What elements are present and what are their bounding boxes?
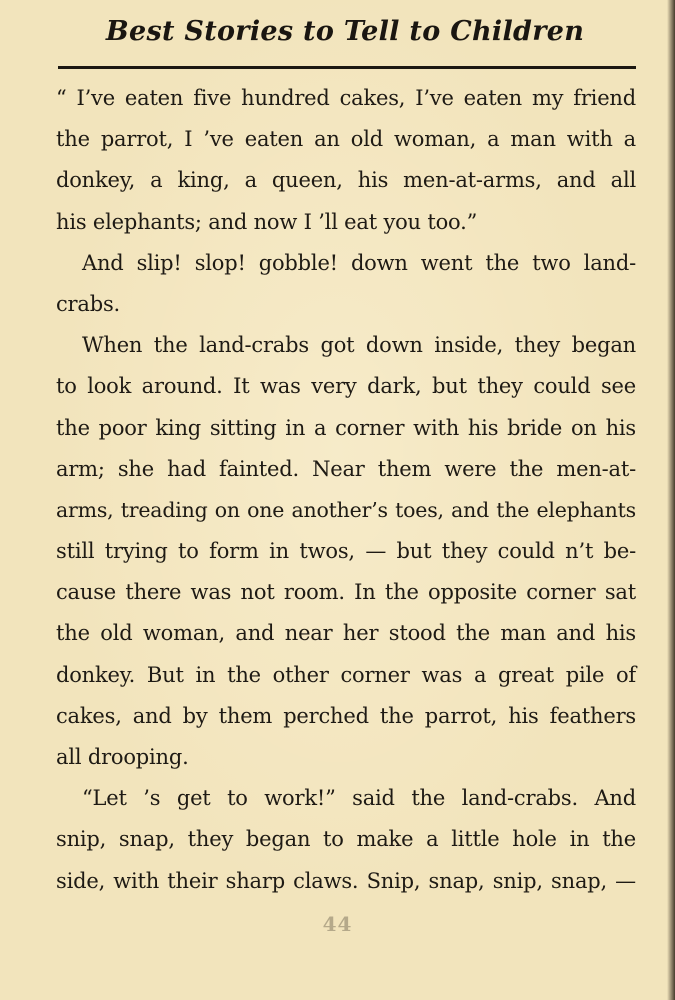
text-line: to look around. It was very dark, but they could see	[56, 374, 636, 399]
page-edge-shadow	[667, 0, 675, 1000]
text-line: arms, treading on one another’s toes, and the elephants	[56, 497, 636, 522]
header-rule	[58, 66, 636, 69]
text-line: “Let ’s get to work!” said the land-crabs. And	[82, 786, 636, 811]
text-line: When the land-crabs got down inside, they began	[82, 333, 636, 358]
text-line: arm; she had fainted. Near them were the men-at-	[56, 456, 636, 481]
text-line: side, with their sharp claws. Snip, snap, snip, snap, —	[56, 868, 636, 893]
text-line: donkey, a king, a queen, his men-at-arms, and all	[56, 168, 636, 193]
text-line: still trying to form in twos, — but they could n’t be-	[56, 539, 636, 564]
text-line: And slip! slop! gobble! down went the two land-	[82, 250, 636, 275]
text-line: snip, snap, they began to make a little hole in the	[56, 827, 636, 852]
page-number: 44	[322, 912, 353, 936]
text-line: all drooping.	[56, 745, 189, 769]
text-line: his elephants; and now I ’ll eat you too.”	[56, 209, 478, 234]
running-head-title: Best Stories to Tell to Children	[105, 16, 585, 47]
text-line: the parrot, I ’ve eaten an old woman, a man with a	[56, 127, 636, 152]
story-text	[56, 78, 636, 902]
text-line: cause there was not room. In the opposite corner sat	[56, 580, 636, 605]
text-line: donkey. But in the other corner was a great pile of	[56, 662, 636, 687]
text-line: cakes, and by them perched the parrot, his feathers	[56, 703, 636, 728]
text-line: crabs.	[56, 291, 121, 316]
text-line: the old woman, and near her stood the man and his	[56, 621, 636, 646]
text-line: the poor king sitting in a corner with his bride on his	[56, 415, 636, 440]
text-line: “ I’ve eaten five hundred cakes, I’ve eaten my friend	[56, 86, 636, 110]
